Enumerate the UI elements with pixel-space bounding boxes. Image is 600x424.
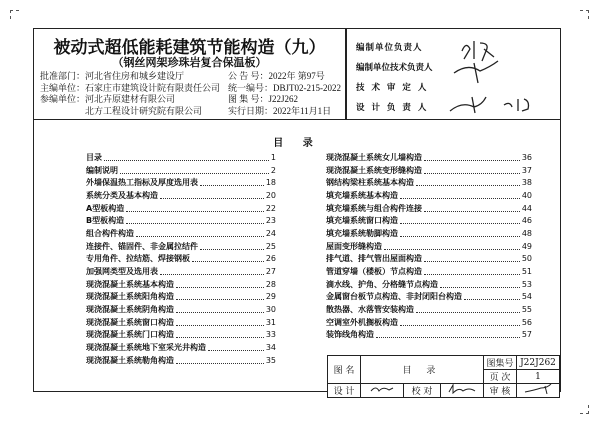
- label: 图 集 号：: [228, 94, 269, 104]
- label: 批准部门：: [40, 71, 86, 81]
- toc-entry-page: 30: [265, 305, 276, 315]
- toc-entry[interactable]: [86, 291, 276, 304]
- toc-entry-title: 装饰线角构造: [326, 330, 374, 340]
- toc-entry[interactable]: [326, 253, 532, 266]
- toc-entry-page: 51: [521, 267, 532, 277]
- signature: [454, 61, 498, 83]
- approval-dept: 河北省住房和城乡建设厅: [85, 71, 185, 81]
- effective-date: 2022年11月1日: [273, 105, 332, 116]
- leader-dots: [400, 230, 520, 237]
- leader-dots: [200, 243, 264, 250]
- toc-entry-title: 填充墙系统窗口构造: [326, 216, 398, 226]
- toc-entry[interactable]: [86, 265, 276, 278]
- toc-entry[interactable]: [86, 227, 276, 240]
- leader-dots: [376, 331, 520, 338]
- signature: [462, 41, 494, 61]
- drawing-frame: [33, 28, 561, 397]
- toc-entry-page: 33: [265, 330, 276, 340]
- toc-entry[interactable]: [86, 278, 276, 291]
- leader-dots: [136, 230, 264, 237]
- page-number: 1: [517, 370, 560, 384]
- toc-entry-page: 2: [270, 165, 276, 175]
- toc-entry-page: 57: [521, 330, 532, 340]
- review-signature: [517, 384, 560, 398]
- leader-dots: [120, 167, 269, 174]
- toc-entry-title: 屋面变形缝构造: [326, 241, 382, 251]
- toc-right-column: [326, 151, 532, 341]
- crop-mark: [580, 405, 589, 414]
- check-signature: [441, 384, 484, 398]
- toc-entry[interactable]: [86, 202, 276, 215]
- toc-entry-page: 23: [265, 216, 276, 226]
- toc-entry-title: 现浇混凝土系统勒角构造: [86, 355, 174, 365]
- leader-dots: [176, 331, 264, 338]
- title-block: [327, 355, 560, 398]
- toc-entry-page: 54: [521, 292, 532, 302]
- toc-entry-title: 现浇混凝土系统变形缝构造: [326, 165, 422, 175]
- toc-entry-page: 50: [521, 254, 532, 264]
- toc-entry[interactable]: [86, 164, 276, 177]
- toc-entry[interactable]: [326, 202, 532, 215]
- crop-mark: [580, 10, 589, 19]
- leader-dots: [384, 243, 520, 250]
- signatures: [444, 33, 554, 117]
- page-subtitle: （钢丝网架珍珠岩复合保温板）: [112, 56, 267, 69]
- toc-entry[interactable]: [326, 303, 532, 316]
- toc-entry-title: 现浇混凝土系统阳角构造: [86, 292, 174, 302]
- toc-entry-page: 48: [521, 228, 532, 238]
- toc-entry-title: 现浇混凝土系统阴角构造: [86, 305, 174, 315]
- leader-dots: [424, 255, 520, 262]
- toc-entry-page: 24: [265, 228, 276, 238]
- toc-entry-title: 现浇混凝土系统女儿墙构造: [326, 152, 422, 162]
- toc-entry-page: 31: [265, 317, 276, 327]
- toc-entry-title: 组合构件构造: [86, 228, 134, 238]
- toc-entry-page: 49: [521, 241, 532, 251]
- toc-entry[interactable]: [326, 227, 532, 240]
- toc-entry[interactable]: [86, 240, 276, 253]
- leader-dots: [208, 344, 264, 351]
- leader-dots: [424, 154, 520, 161]
- leader-dots: [176, 357, 264, 364]
- toc-entry-title: 金属窗台板节点构造、非封闭阳台构造: [326, 292, 462, 302]
- toc-entry-page: 27: [265, 267, 276, 277]
- toc-entry-page: 44: [521, 203, 532, 213]
- toc-entry-title: 目录: [86, 152, 102, 162]
- leader-dots: [126, 217, 264, 224]
- toc-entry-title: 散热器、水落管安装构造: [326, 305, 414, 315]
- leader-dots: [104, 154, 269, 161]
- leader-dots: [464, 293, 520, 300]
- notice-number: 2022年 第97号: [268, 71, 325, 81]
- leader-dots: [160, 192, 264, 199]
- role-label: 编制单位负责人: [356, 43, 423, 53]
- unified-code: DBJT02-215-2022: [273, 82, 342, 93]
- toc-entry-page: 46: [521, 216, 532, 226]
- toc-entry-page: 38: [521, 178, 532, 188]
- atlas-number: J22J262: [268, 94, 299, 104]
- toc-entry-title: 外墙保温热工指标及厚度选用表: [86, 178, 198, 188]
- toc-entry-title: 系统分类及基本构造: [86, 190, 158, 200]
- toc-entry[interactable]: [86, 354, 276, 367]
- toc-entry-title: 排气道、排气管出屋面构造: [326, 254, 422, 264]
- toc-entry-page: 34: [265, 343, 276, 353]
- leader-dots: [416, 179, 520, 186]
- drawing-name-label: 图 名: [328, 356, 361, 384]
- atlas-number: J22J262: [517, 356, 560, 370]
- participant-unit: 河北卉原建材有限公司: [85, 94, 176, 104]
- toc-entry[interactable]: [326, 265, 532, 278]
- leader-dots: [192, 255, 264, 262]
- toc-entry-page: 25: [265, 241, 276, 251]
- header-block: [34, 29, 560, 120]
- label: 统一编号：: [228, 82, 274, 93]
- label: 实行日期：: [228, 105, 274, 116]
- chief-unit: 石家庄市建筑设计院有限责任公司: [85, 82, 221, 93]
- toc-entry-page: 37: [521, 165, 532, 175]
- toc-entry-title: 现浇混凝土系统地下室采光井构造: [86, 343, 206, 353]
- toc-entry-title: 现浇混凝土系统基本构造: [86, 279, 174, 289]
- publication-info: [228, 71, 341, 117]
- toc-entry-page: 1: [270, 152, 276, 162]
- toc-entry-title: 连接件、锚固件、非金属拉结件: [86, 241, 198, 251]
- toc-entry[interactable]: [86, 316, 276, 329]
- toc-entry-page: 29: [265, 292, 276, 302]
- toc-entry[interactable]: [86, 303, 276, 316]
- toc-entry-page: 20: [265, 190, 276, 200]
- toc-entry-page: 36: [521, 152, 532, 162]
- leader-dots: [424, 167, 520, 174]
- toc-left-column: [86, 151, 276, 367]
- toc-entry[interactable]: [326, 176, 532, 189]
- leader-dots: [400, 192, 520, 199]
- leader-dots: [400, 319, 520, 326]
- toc-entry-title: 编制说明: [86, 165, 118, 175]
- label: 公 告 号：: [228, 71, 269, 81]
- crop-mark: [10, 10, 19, 19]
- role-label: 编制单位技术负责人: [356, 63, 433, 73]
- atlas-label: 图集号: [484, 356, 517, 370]
- leader-dots: [176, 293, 264, 300]
- label: 主编单位：: [40, 82, 86, 93]
- leader-dots: [440, 281, 520, 288]
- review-label: 审 核: [484, 384, 517, 398]
- toc-entry-title: 填充墙系统勒脚构造: [326, 228, 398, 238]
- signature: [504, 99, 529, 111]
- label: 参编单位：: [40, 94, 86, 104]
- leader-dots: [160, 268, 264, 275]
- leader-dots: [424, 205, 520, 212]
- toc-entry[interactable]: [326, 189, 532, 202]
- toc-entry-title: 填充墙系统与组合构件连接: [326, 203, 422, 213]
- participant-unit: 北方工程设计研究院有限公司: [85, 105, 203, 116]
- leader-dots: [176, 319, 264, 326]
- toc-entry-title: 专用角件、拉结筋、焊接钢板: [86, 254, 190, 264]
- role-label: 设 计 负 责 人: [356, 103, 429, 113]
- toc-entry-page: 18: [265, 178, 276, 188]
- leader-dots: [176, 281, 264, 288]
- toc-entry[interactable]: [86, 189, 276, 202]
- toc-entry-page: 56: [521, 317, 532, 327]
- design-label: 设 计: [328, 384, 361, 398]
- leader-dots: [424, 268, 520, 275]
- toc-entry-title: 加强网类型及选用表: [86, 267, 158, 277]
- leader-dots: [400, 217, 520, 224]
- toc-entry-page: 26: [265, 254, 276, 264]
- toc-heading: 目 录: [273, 138, 321, 149]
- toc-entry[interactable]: [326, 278, 532, 291]
- leader-dots: [200, 179, 264, 186]
- divider: [345, 29, 347, 119]
- check-label: 校 对: [404, 384, 441, 398]
- toc-entry[interactable]: [326, 316, 532, 329]
- toc-entry[interactable]: [86, 253, 276, 266]
- unit-info: [40, 71, 220, 117]
- toc-entry-page: 22: [265, 203, 276, 213]
- toc-entry[interactable]: [326, 151, 532, 164]
- drawing-name: 目 录: [361, 356, 484, 384]
- leader-dots: [176, 306, 264, 313]
- toc-entry-page: 35: [265, 355, 276, 365]
- toc-entry[interactable]: [86, 176, 276, 189]
- toc-entry-title: B型板构造: [86, 216, 125, 226]
- toc-entry[interactable]: [326, 164, 532, 177]
- design-signature: [361, 384, 404, 398]
- leader-dots: [126, 205, 264, 212]
- role-label: 技 术 审 定 人: [356, 83, 429, 93]
- toc-entry-page: 55: [521, 305, 532, 315]
- toc-entry-title: 现浇混凝土系统门口构造: [86, 330, 174, 340]
- toc-entry-title: 填充墙系统基本构造: [326, 190, 398, 200]
- toc-entry-title: 管道穿墙（楼板）节点构造: [326, 267, 422, 277]
- signature: [450, 97, 486, 113]
- page-title: 被动式超低能耗建筑节能构造（九）: [53, 38, 326, 58]
- toc-entry[interactable]: [326, 329, 532, 342]
- toc-entry[interactable]: [326, 291, 532, 304]
- toc-entry-page: 28: [265, 279, 276, 289]
- toc-entry[interactable]: [86, 151, 276, 164]
- toc-entry-page: 40: [521, 190, 532, 200]
- toc-entry-title: 滴水线、护角、分格缝节点构造: [326, 279, 438, 289]
- toc-entry[interactable]: [326, 214, 532, 227]
- toc-entry[interactable]: [86, 341, 276, 354]
- toc-entry-title: 钢结构梁柱系统基本构造: [326, 178, 414, 188]
- toc-entry-page: 53: [521, 279, 532, 289]
- page-label: 页 次: [484, 370, 517, 384]
- leader-dots: [416, 306, 520, 313]
- toc-entry-title: A型板构造: [86, 203, 125, 213]
- toc-entry[interactable]: [86, 214, 276, 227]
- toc-entry-title: 空调室外机搁板构造: [326, 317, 398, 327]
- toc-entry-title: 现浇混凝土系统窗口构造: [86, 317, 174, 327]
- toc-entry[interactable]: [326, 240, 532, 253]
- toc-entry[interactable]: [86, 329, 276, 342]
